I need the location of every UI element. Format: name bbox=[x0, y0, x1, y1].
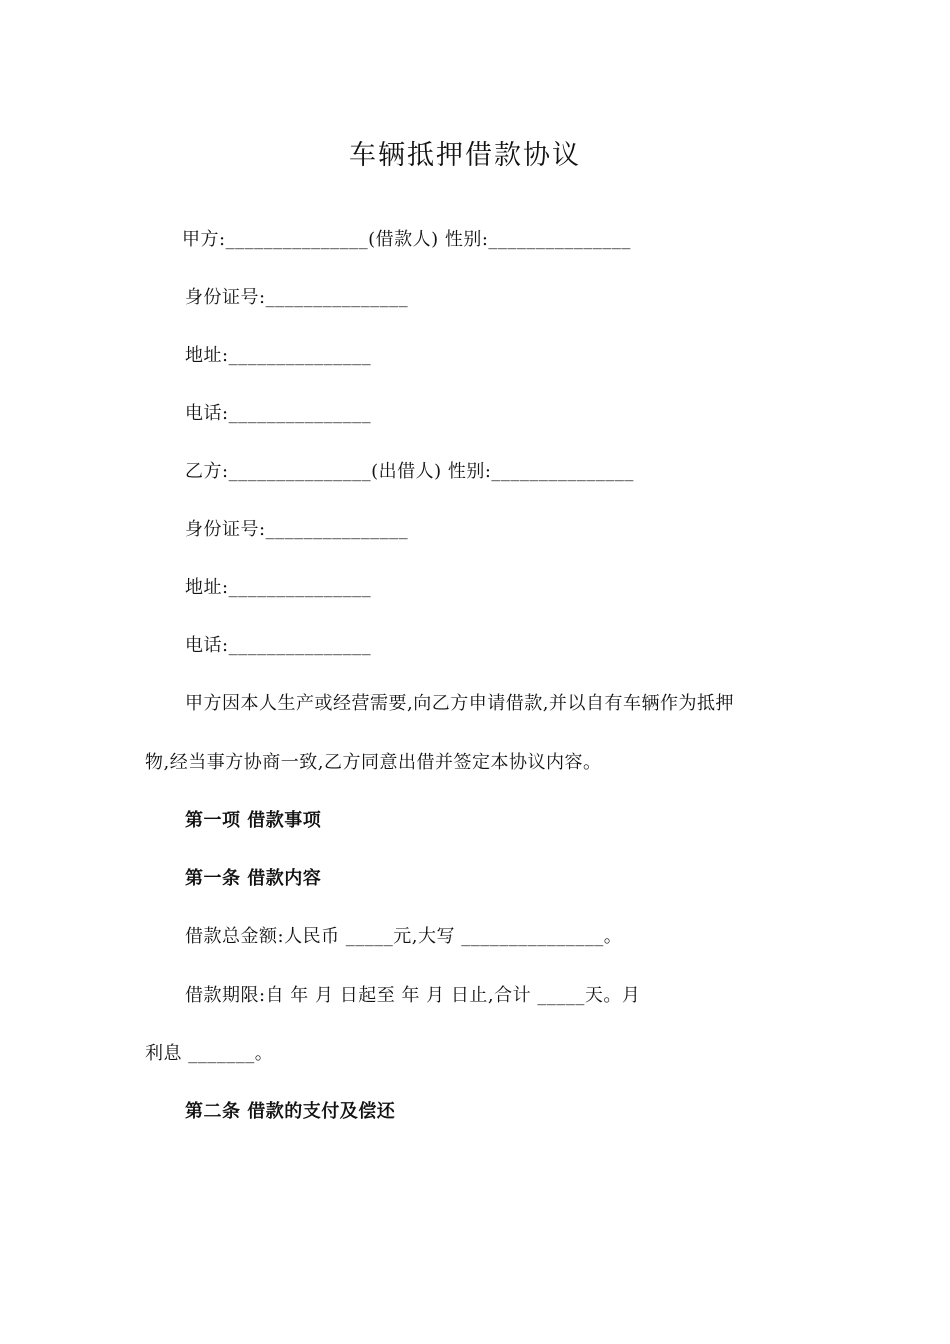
party-b-phone-line: 电话:_______________ bbox=[185, 635, 372, 656]
party-b-id-number-line: 身份证号:_______________ bbox=[185, 519, 409, 540]
party-a-address-line: 地址:_______________ bbox=[185, 345, 372, 366]
article-1-heading: 第一条 借款内容 bbox=[185, 868, 322, 889]
intro-paragraph-line-2: 物,经当事方协商一致,乙方同意出借并签定本协议内容。 bbox=[145, 752, 602, 773]
party-a-name-gender-line: 甲方:_______________(借款人) 性别:_______________ bbox=[182, 229, 631, 250]
section-1-heading: 第一项 借款事项 bbox=[185, 810, 322, 831]
document-title: 车辆抵押借款协议 bbox=[349, 140, 581, 171]
intro-paragraph-line-1: 甲方因本人生产或经营需要,向乙方申请借款,并以自有车辆作为抵押 bbox=[185, 693, 734, 714]
article-2-heading: 第二条 借款的支付及偿还 bbox=[185, 1101, 396, 1122]
loan-term-line-2: 利息 _______。 bbox=[145, 1043, 274, 1064]
loan-term-line-1: 借款期限:自 年 月 日起至 年 月 日止,合计 _____天。月 bbox=[185, 985, 641, 1006]
loan-amount-line: 借款总金额:人民币 _____元,大写 _______________。 bbox=[185, 926, 623, 947]
party-a-phone-line: 电话:_______________ bbox=[185, 403, 372, 424]
party-b-address-line: 地址:_______________ bbox=[185, 577, 372, 598]
party-b-name-gender-line: 乙方:_______________(出借人) 性别:_______________ bbox=[185, 461, 634, 482]
party-a-id-number-line: 身份证号:_______________ bbox=[185, 287, 409, 308]
